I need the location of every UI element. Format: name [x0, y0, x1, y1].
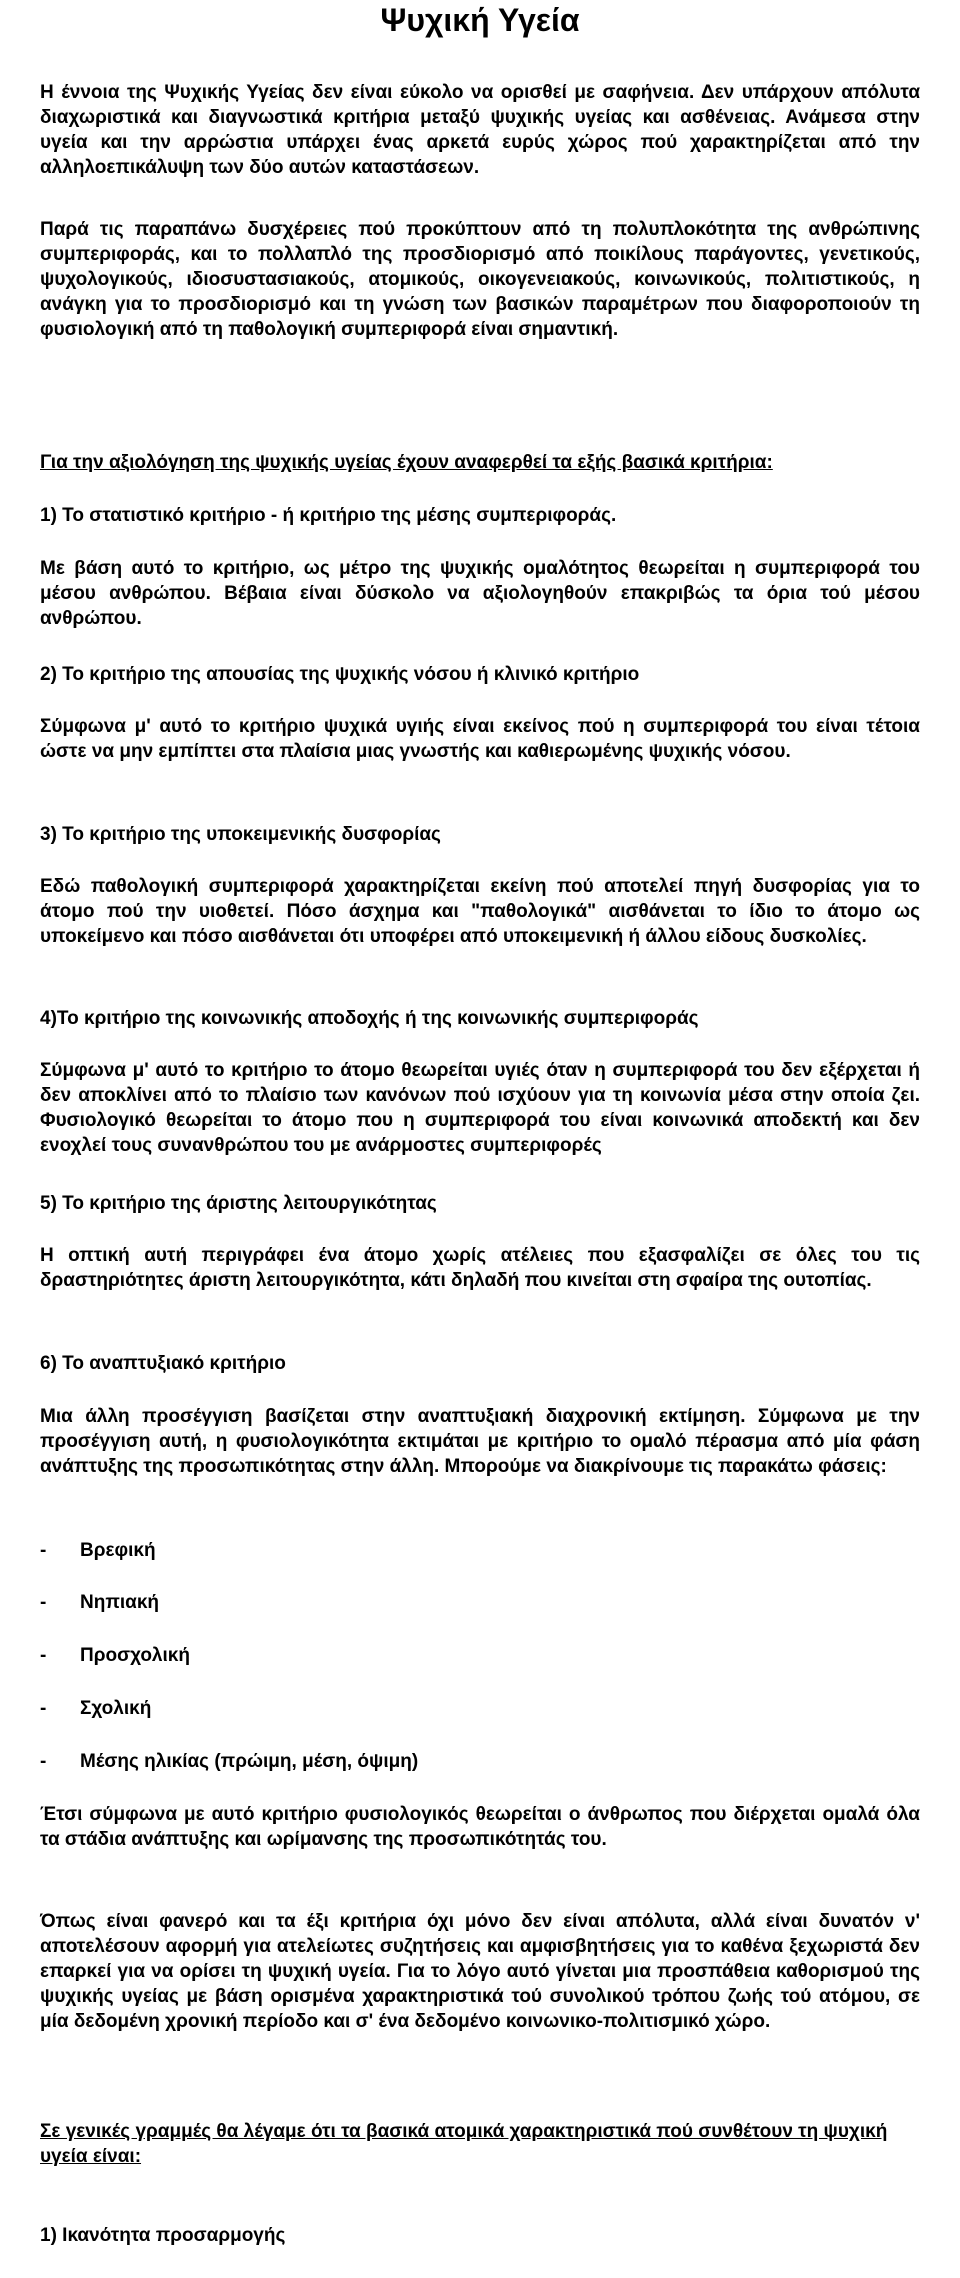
criterion-4-heading: 4)Το κριτήριο της κοινωνικής αποδοχής ή της κοινωνικής συμπεριφοράς	[40, 1008, 699, 1029]
criterion-5-heading: 5) Το κριτήριο της άριστης λειτουργικότητας	[40, 1193, 437, 1214]
criterion-3-text: Εδώ παθολογική συμπεριφορά χαρακτηρίζεται εκείνη πού αποτελεί πηγή δυσφορίας για το άτομο πού την υιοθετεί. Πόσο άσχημα και "παθολογικά" αισθάνεται το ίδιο το άτομο ως υποκείμενο και πόσο αισθάνεται ότι υποφέρει από υποκειμενική ή άλλου είδους δυσκολίες.	[40, 876, 920, 947]
phase-label: Νηπιακή	[80, 1592, 160, 1613]
dash-marker: -	[40, 1645, 47, 1666]
phase-label: Σχολική	[80, 1698, 152, 1719]
criterion-5-text: Η οπτική αυτή περιγράφει ένα άτομο χωρίς ατέλειες που εξασφαλίζει σε όλες του τις δραστηριότητες άριστη λειτουργικότητα, κάτι δηλαδή που κινείται στη σφαίρα της ουτοπίας.	[40, 1245, 920, 1291]
phase-item	[40, 1696, 640, 1721]
phase-label: Προσχολική	[80, 1645, 190, 1666]
phase-item	[40, 1538, 640, 1563]
traits-heading: Σε γενικές γραμμές θα λέγαμε ότι τα βασικά ατομικά χαρακτηριστικά πού συνθέτουν τη ψυχική υγεία είναι:	[40, 2121, 888, 2167]
phase-item	[40, 1590, 640, 1615]
criterion-3-heading: 3) Το κριτήριο της υποκειμενικής δυσφορίας	[40, 824, 441, 845]
criterion-4-text: Σύμφωνα μ' αυτό το κριτήριο το άτομο θεωρείται υγιές όταν η συμπεριφορά του δεν εξέρχεται ή δεν αποκλίνει από το πλαίσιο των κανόνων πού ισχύουν για τη κοινωνία μέσα στην οποία ζει. Φυσιολογικό θεωρείται το άτομο που η συμπεριφορά του είναι κοινωνικά αποδεκτή και δεν ενοχλεί τους συνανθρώπου του με ανάρμοστες συμπεριφορές	[40, 1060, 920, 1156]
dash-marker: -	[40, 1540, 47, 1561]
criterion-2-heading: 2) Το κριτήριο της απουσίας της ψυχικής νόσου ή κλινικό κριτήριο	[40, 664, 640, 685]
criterion-6-text: Μια άλλη προσέγγιση βασίζεται στην αναπτυξιακή διαχρονική εκτίμηση. Σύμφωνα με την προσέγγιση αυτή, η φυσιολογικότητα εκτιμάται με κριτήριο το ομαλό πέρασμα από μία φάση ανάπτυξης της προσωπικότητας στην άλλη. Μπορούμε να διακρίνουμε τις παρακάτω φάσεις:	[40, 1406, 920, 1477]
criterion-2-text: Σύμφωνα μ' αυτό το κριτήριο ψυχικά υγιής είναι εκείνος πού η συμπεριφορά του είναι τέτοια ώστε να μην εμπίπτει στα πλαίσια μιας γνωστής και καθιερωμένης ψυχικής νόσου.	[40, 716, 920, 762]
dash-marker: -	[40, 1698, 47, 1719]
criterion-1-heading: 1) Το στατιστικό κριτήριο - ή κριτήριο της μέσης συμπεριφοράς.	[40, 505, 617, 526]
document-title: Ψυχική Υγεία	[380, 2, 580, 38]
trait-1: 1) Ικανότητα προσαρμογής	[40, 2225, 286, 2246]
criterion-6-conclusion: Έτσι σύμφωνα με αυτό κριτήριο φυσιολογικός θεωρείται ο άνθρωπος που διέρχεται ομαλά όλα τα στάδια ανάπτυξης και ωρίμανσης της προσωπικότητάς του.	[40, 1804, 920, 1850]
phase-item	[40, 1749, 640, 1774]
summary-paragraph: Όπως είναι φανερό και τα έξι κριτήρια όχι μόνο δεν είναι απόλυτα, αλλά είναι δυνατόν ν' αποτελέσουν αφορμή για ατελείωτες συζητήσεις και αμφισβητήσεις για το καθένα ξεχωριστά δεν επαρκεί για να ορίσει τη ψυχική υγεία. Για το λόγο αυτό γίνεται μια προσπάθεια καθορισμού της ψυχικής υγείας με βάση ορισμένα χαρακτηριστικά τού συνολικού τρόπου ζωής τού ατόμου, σε μία δεδομένη χρονική περίοδο και σ' ένα δεδομένο κοινωνικο-πολιτισμικό χώρο.	[40, 1911, 920, 2032]
criterion-6-heading: 6) Το αναπτυξιακό κριτήριο	[40, 1353, 286, 1374]
dash-marker: -	[40, 1592, 47, 1613]
intro-paragraph: Η έννοια της Ψυχικής Υγείας δεν είναι εύκολο να ορισθεί με σαφήνεια. Δεν υπάρχουν απόλυτα διαχωριστικά και διαγνωστικά κριτήρια μεταξύ ψυχικής υγείας και ασθένειας. Ανάμεσα στην υγεία και την αρρώστια υπάρχει ένας αρκετά ευρύς χώρος πού χαρακτηρίζεται από την αλληλοεπικάλυψη των δύο αυτών καταστάσεων.	[40, 82, 920, 178]
phase-label: Μέσης ηλικίας (πρώιμη, μέση, όψιμη)	[80, 1751, 419, 1772]
criterion-1-text: Με βάση αυτό το κριτήριο, ως μέτρο της ψυχικής ομαλότητος θεωρείται η συμπεριφορά του μέσου ανθρώπου. Βέβαια είναι δύσκολο να αξιολογηθούν επακριβώς τα όρια τού μέσου ανθρώπου.	[40, 558, 920, 629]
difficulties-paragraph: Παρά τις παραπάνω δυσχέρειες πού προκύπτουν από τη πολυπλοκότητα της ανθρώπινης συμπεριφοράς, και το πολλαπλό της προσδιορισμό από ποικίλους παράγοντες, γενετικούς, ψυχολογικούς, ιδιοσυστασιακούς, ατομικούς, οικογενειακούς, κοινωνικούς, πολιτιστικούς, η ανάγκη για το προσδιορισμό και τη γνώση των βασικών παραμέτρων που διαφοροποιούν τη φυσιολογική από τη παθολογική συμπεριφορά είναι σημαντική.	[40, 219, 920, 340]
criteria-heading: Για την αξιολόγηση της ψυχικής υγείας έχουν αναφερθεί τα εξής βασικά κριτήρια:	[40, 452, 773, 473]
dash-marker: -	[40, 1751, 47, 1772]
phase-item	[40, 1643, 640, 1668]
phase-label: Βρεφική	[80, 1540, 156, 1561]
